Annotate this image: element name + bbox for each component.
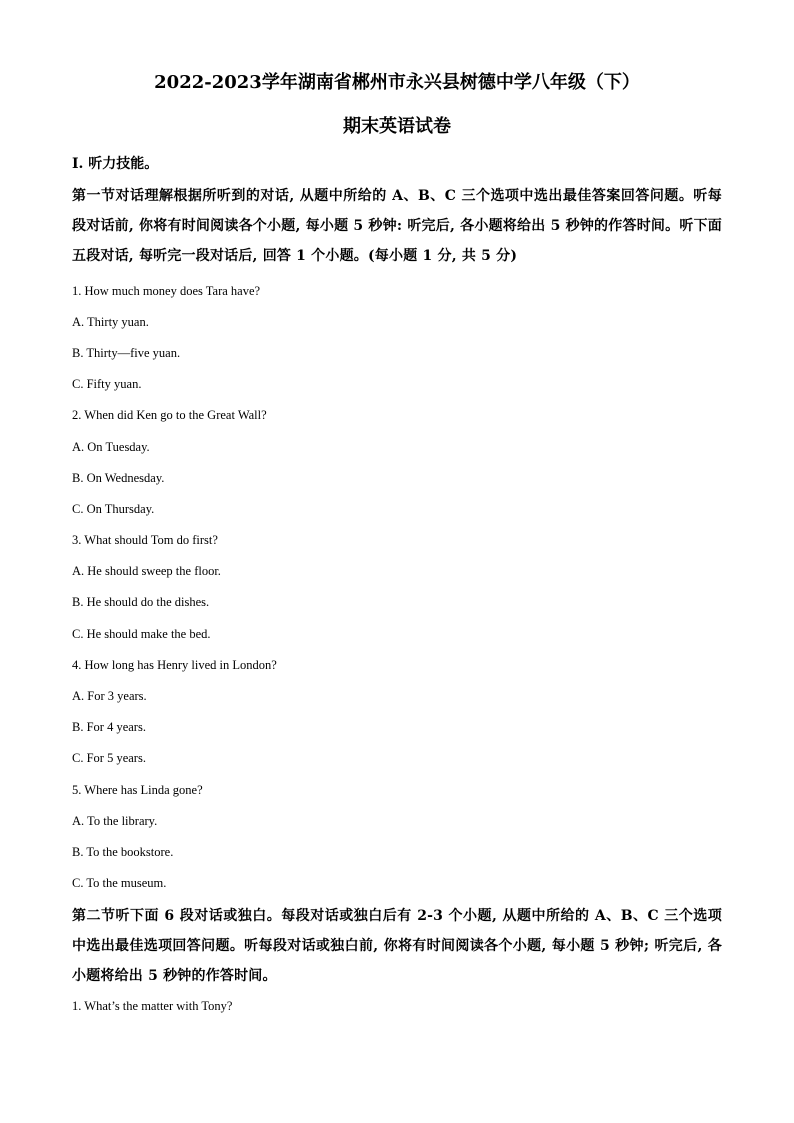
answer-option: C. On Thursday. <box>72 501 155 516</box>
answer-option: B. To the bookstore. <box>72 844 174 859</box>
question-text: 1. How much money does Tara have? <box>72 283 261 298</box>
answer-option: C. Fifty yuan. <box>72 377 142 392</box>
answer-option: A. To the library. <box>72 813 158 828</box>
question-item <box>72 774 722 899</box>
question-text: 5. Where has Linda gone? <box>72 782 203 797</box>
part1-instruction: 第一节对话理解根据所听到的对话, 从题中所给的 A、B、C 三个选项中选出最佳答案回答问题。听每段对话前, 你将有时间阅读各个小题, 每小题 5 秒钟: 听完后, 各小题将给出 5 秒钟的作答时间。听下面五段对话, 每听完一段对话后, 回答 1 个小题。(每小题 1 分, 共 5 分) <box>72 188 722 264</box>
answer-option: A. Thirty yuan. <box>72 314 149 329</box>
answer-option: C. He should make the bed. <box>72 626 211 641</box>
question-text: 1. What’s the matter with Tony? <box>72 999 233 1014</box>
question-item <box>72 525 722 650</box>
question-text: 2. When did Ken go to the Great Wall? <box>72 408 267 423</box>
exam-title: 2022-2023学年湖南省郴州市永兴县树德中学八年级（下） <box>154 72 640 93</box>
question-item <box>72 400 722 525</box>
question-item <box>72 275 722 400</box>
question-text: 3. What should Tom do first? <box>72 533 218 548</box>
section-heading-listening: I. 听力技能。 <box>72 156 159 172</box>
answer-option: A. On Tuesday. <box>72 439 150 454</box>
question-text: 4. How long has Henry lived in London? <box>72 657 277 672</box>
answer-option: A. For 3 years. <box>72 689 147 704</box>
answer-option: C. To the museum. <box>72 876 167 891</box>
part1-question-list <box>72 275 722 899</box>
answer-option: B. Thirty—five yuan. <box>72 345 181 360</box>
answer-option: B. He should do the dishes. <box>72 595 210 610</box>
part2-instruction: 第二节听下面 6 段对话或独白。每段对话或独白后有 2-3 个小题, 从题中所给的 A、B、C 三个选项中选出最佳选项回答问题。听每段对话或独白前, 你将有时间阅读各个小题, 每小题 5 秒钟; 听完后, 各小题将给出 5 秒钟的作答时间。 <box>72 907 722 984</box>
answer-option: C. For 5 years. <box>72 751 146 766</box>
answer-option: A. He should sweep the floor. <box>72 564 221 579</box>
question-item <box>72 649 722 774</box>
answer-option: B. For 4 years. <box>72 720 146 735</box>
answer-option: B. On Wednesday. <box>72 470 165 485</box>
exam-subtitle: 期末英语试卷 <box>343 116 451 137</box>
